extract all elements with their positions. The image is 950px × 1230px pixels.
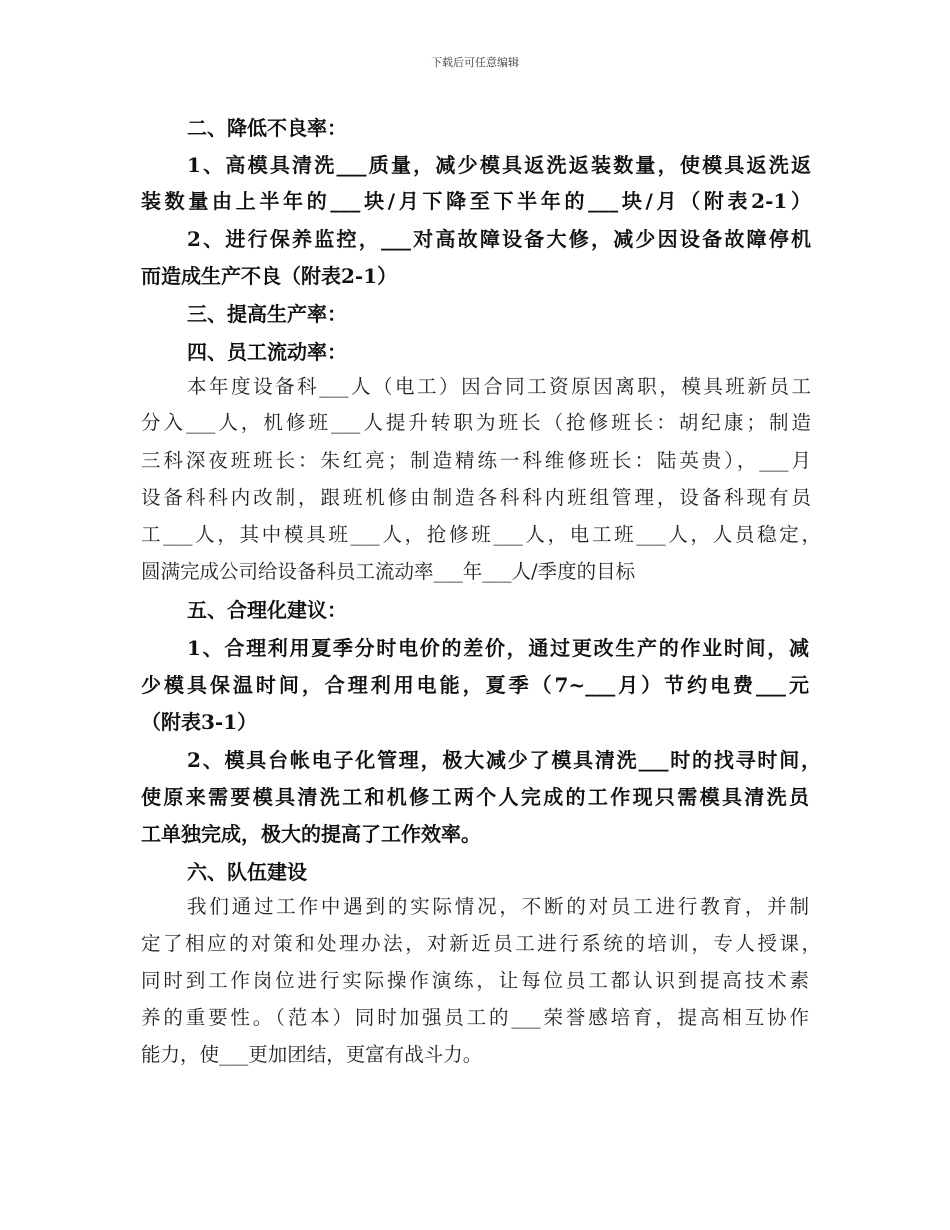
page-header-note: 下载后可任意编辑: [431, 56, 519, 69]
paragraph-line: 工单独完成，极大的提高了工作效率。: [141, 822, 481, 846]
paragraph-line: 本年度设备科___人（电工）因合同工资原因离职，模具班新员工: [187, 375, 811, 398]
paragraph-line: （附表3-1）: [141, 710, 258, 734]
section-heading-2: 二、降低不良率：: [187, 116, 347, 140]
paragraph-line: 使原来需要模具清洗工和机修工两个人完成的工作现只需模具清洗员: [141, 785, 809, 809]
paragraph-line: 分入___人，机修班___人提升转职为班长（抢修班长：胡纪康；制造: [141, 411, 811, 434]
section-heading-6: 六、队伍建设: [187, 860, 307, 884]
section-heading-4: 四、员工流动率：: [187, 340, 347, 364]
paragraph-line: 2、模具台帐电子化管理，极大减少了模具清洗___时的找寻时间，: [187, 748, 821, 772]
paragraph-line: 能力，使___更加团结，更富有战斗力。: [141, 1043, 483, 1066]
paragraph-line: 我们通过工作中遇到的实际情况，不断的对员工进行教育，并制: [187, 895, 809, 918]
paragraph-line: 圆满完成公司给设备科员工流动率___年___人/季度的目标: [141, 560, 636, 583]
paragraph-line: 养的重要性。（范本）同时加强员工的___荣誉感培育，提高相互协作: [141, 1006, 809, 1029]
paragraph-line: 装数量由上半年的___块/月下降至下半年的___块/月（附表2-1）: [141, 189, 811, 213]
paragraph-line: 1、高模具清洗___质量，减少模具返洗返装数量，使模具返洗返: [187, 153, 811, 177]
paragraph-line: 而造成生产不良（附表2-1）: [141, 264, 398, 288]
paragraph-line: 同时到工作岗位进行实际操作演练，让每位员工都认识到提高技术素: [141, 969, 809, 992]
paragraph-line: 少模具保温时间，合理利用电能，夏季（7~___月）节约电费___元: [141, 673, 809, 697]
paragraph-line: 设备科科内改制，跟班机修由制造各科科内班组管理，设备科现有员: [141, 486, 811, 509]
section-heading-5: 五、合理化建议：: [187, 598, 347, 622]
section-heading-3: 三、提高生产率：: [187, 302, 347, 326]
paragraph-line: 定了相应的对策和处理办法，对新近员工进行系统的培训，专人授课，: [141, 932, 821, 955]
paragraph-line: 1、合理利用夏季分时电价的差价，通过更改生产的作业时间，减: [187, 636, 809, 660]
paragraph-line: 2、进行保养监控，___对高故障设备大修，减少因设备故障停机: [187, 227, 811, 251]
paragraph-line: 三科深夜班班长：朱红亮；制造精练一科维修班长：陆英贵），___月: [141, 449, 811, 472]
paragraph-line: 工___人，其中模具班___人，抢修班___人，电工班___人，人员稳定，: [141, 523, 821, 546]
